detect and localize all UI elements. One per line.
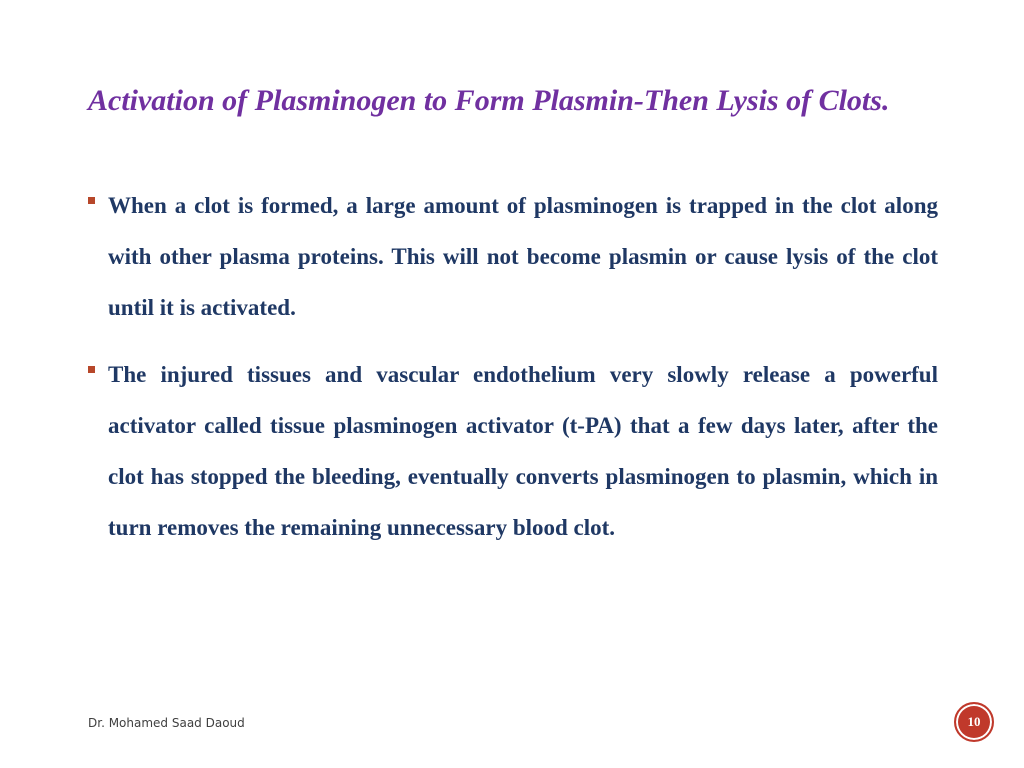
list-item	[86, 349, 938, 553]
bullet-text: The injured tissues and vascular endothelium very slowly release a powerful activator called tissue plasminogen activator (t-PA) that a few days later, after the clot has stopped the bleeding, eventually converts plasminogen to plasmin, which in turn removes the remaining unnecessary blood clot.	[108, 362, 938, 540]
square-bullet-icon	[88, 197, 95, 204]
page-number-badge	[954, 702, 994, 742]
page-number: 10	[967, 714, 981, 729]
footer-author: Dr. Mohamed Saad Daoud	[88, 716, 245, 730]
slide-title: Activation of Plasminogen to Form Plasmin-Then Lysis of Clots.	[88, 84, 890, 117]
bullet-list	[86, 180, 938, 569]
square-bullet-icon	[88, 366, 95, 373]
bullet-text: When a clot is formed, a large amount of plasminogen is trapped in the clot along with other plasma proteins. This will not become plasmin or cause lysis of the clot until it is activated.	[108, 193, 938, 320]
list-item	[86, 180, 938, 333]
